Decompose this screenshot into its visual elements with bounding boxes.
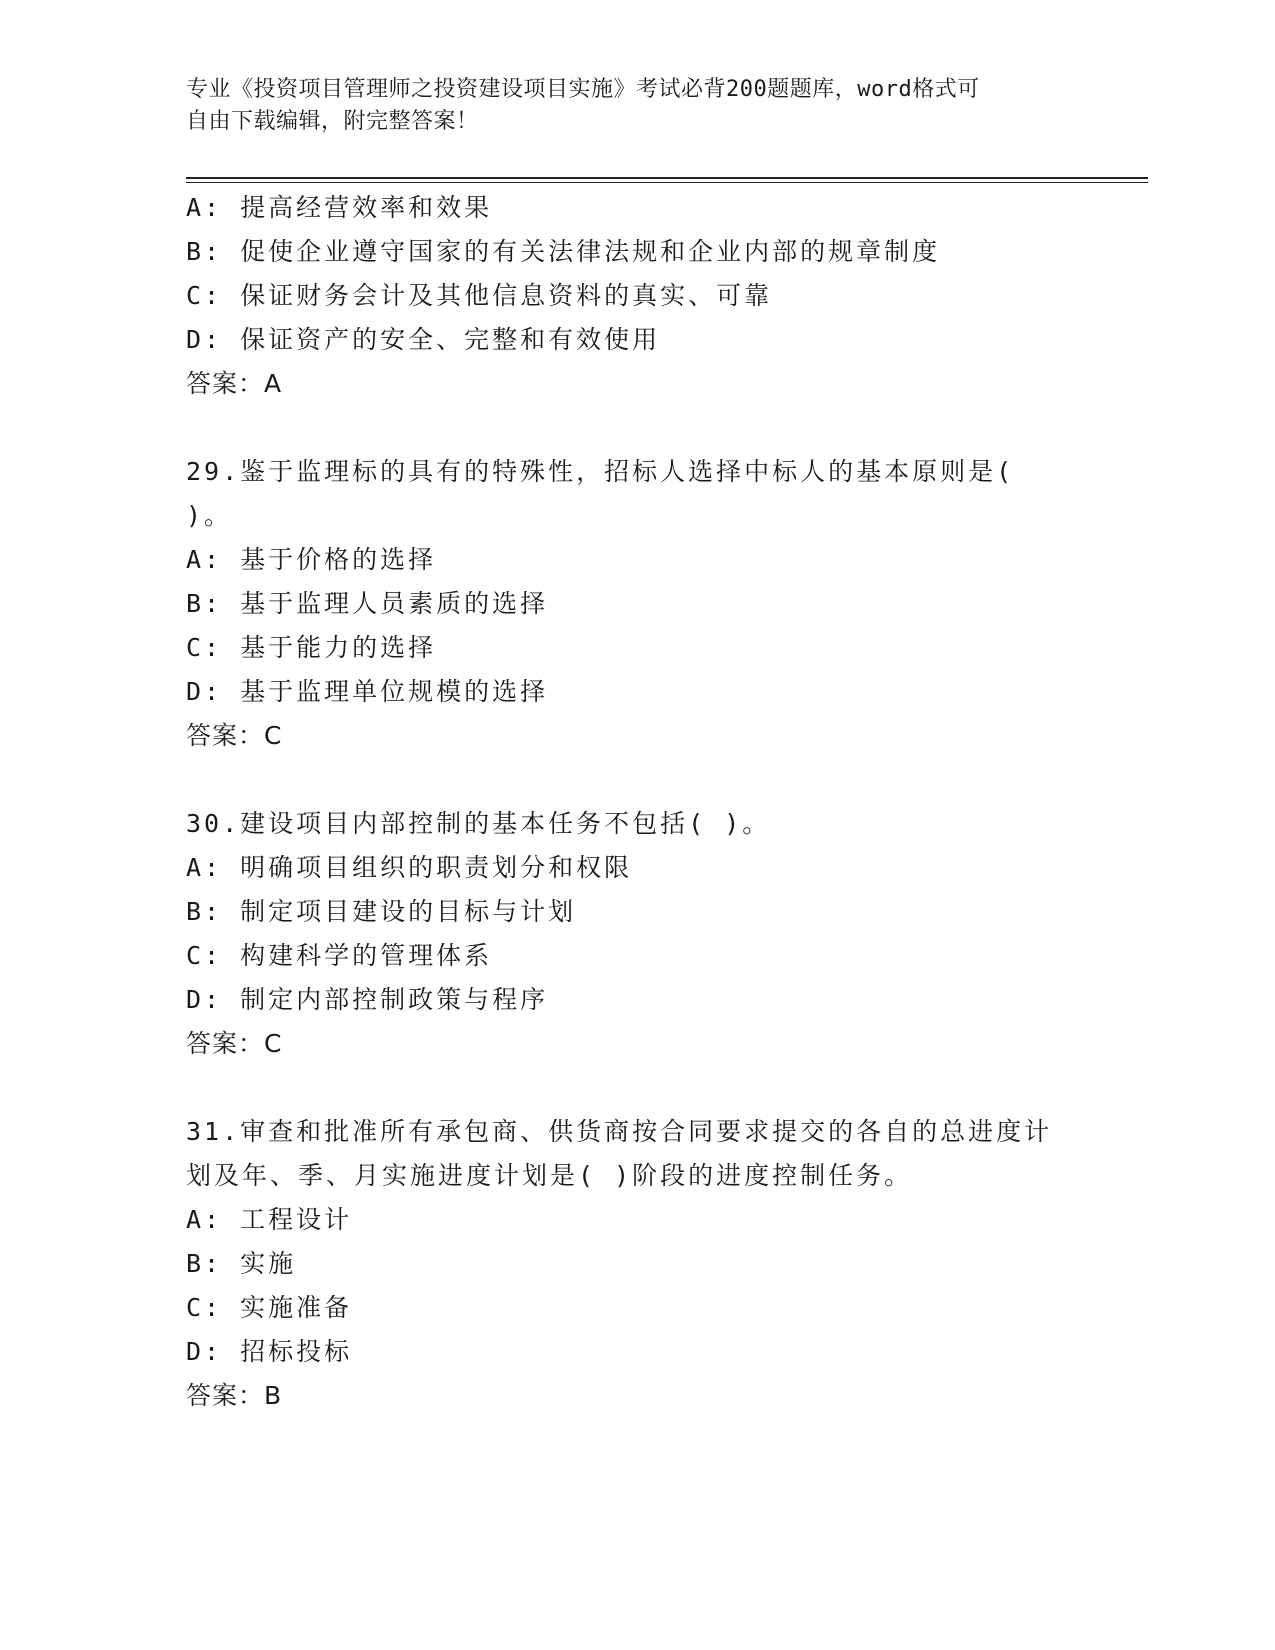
option-a: A: 明确项目组织的职责划分和权限 <box>186 853 633 882</box>
option-c: C: 保证财务会计及其他信息资料的真实、可靠 <box>186 281 773 310</box>
option-c: C: 基于能力的选择 <box>186 633 437 662</box>
option-b: B: 实施 <box>186 1249 297 1278</box>
header-line-2: 自由下载编辑，附完整答案！ <box>186 109 479 134</box>
question-stem-cont: 划及年、季、月实施进度计划是( )阶段的进度控制任务。 <box>186 1161 913 1190</box>
option-a: A: 提高经营效率和效果 <box>186 193 493 222</box>
answer: 答案：C <box>186 1029 283 1058</box>
answer: 答案：A <box>186 369 283 398</box>
document-header <box>186 74 1066 138</box>
question-stem: 29.鉴于监理标的具有的特殊性，招标人选择中标人的基本原则是( <box>186 457 1015 486</box>
option-d: D: 基于监理单位规模的选择 <box>186 677 549 706</box>
option-d: D: 招标投标 <box>186 1337 353 1366</box>
option-b: B: 基于监理人员素质的选择 <box>186 589 549 618</box>
option-d: D: 保证资产的安全、完整和有效使用 <box>186 325 661 354</box>
option-c: C: 实施准备 <box>186 1293 353 1322</box>
answer: 答案：B <box>186 1381 283 1410</box>
option-b: B: 促使企业遵守国家的有关法律法规和企业内部的规章制度 <box>186 237 941 266</box>
question-stem: 31.审查和批准所有承包商、供货商按合同要求提交的各自的总进度计 <box>186 1117 1053 1146</box>
header-line-1: 专业《投资项目管理师之投资建设项目实施》考试必背200题题库，word格式可 <box>186 77 980 102</box>
option-c: C: 构建科学的管理体系 <box>186 941 493 970</box>
answer: 答案：C <box>186 721 283 750</box>
header-rule-thick <box>186 177 1148 179</box>
option-a: A: 工程设计 <box>186 1205 353 1234</box>
option-a: A: 基于价格的选择 <box>186 545 437 574</box>
header-rule-thin <box>186 182 1148 183</box>
option-b: B: 制定项目建设的目标与计划 <box>186 897 577 926</box>
option-d: D: 制定内部控制政策与程序 <box>186 985 549 1014</box>
question-stem: 30.建设项目内部控制的基本任务不包括( )。 <box>186 809 771 838</box>
question-stem-cont: )。 <box>186 501 233 530</box>
